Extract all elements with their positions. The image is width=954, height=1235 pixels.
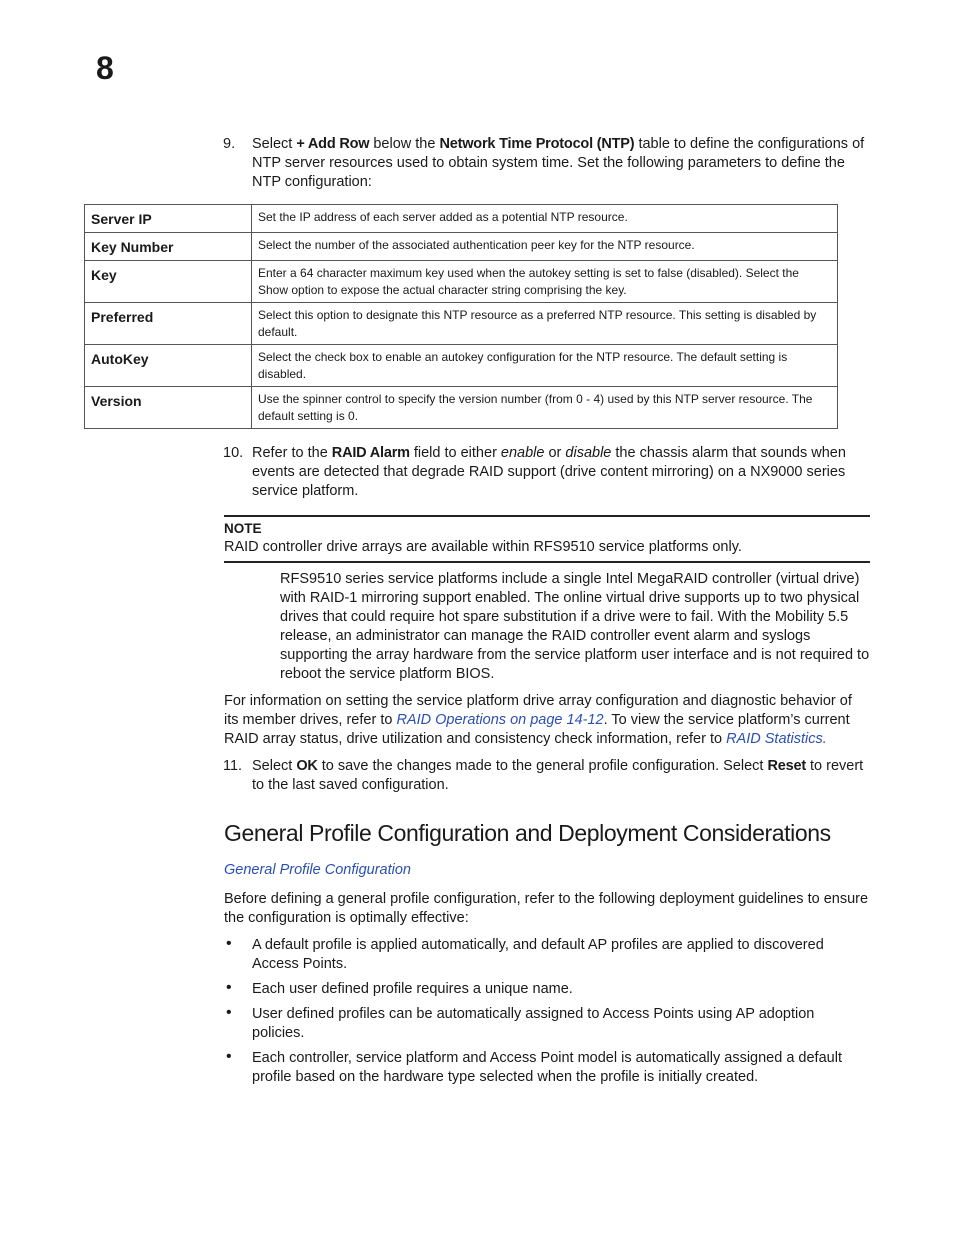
- text: or: [544, 445, 566, 461]
- ok-reference: OK: [296, 758, 318, 774]
- text: Refer to the: [252, 445, 332, 461]
- text: For information on setting the service platform drive array configuration and diagnostic behavior of its member drives, refer to: [224, 693, 852, 728]
- param-name: Preferred: [85, 303, 252, 345]
- note-label: NOTE: [224, 521, 262, 536]
- step-10-paragraph: [223, 444, 870, 501]
- text: the chassis alarm that sounds when events are detected that degrade RAID support (drive content mirroring) on a NX9000 series service platform.: [252, 445, 846, 499]
- param-description: Enter a 64 character maximum key used when the autokey setting is set to false (disabled). Select the Show option to expose the actual character string comprising the key.: [252, 261, 838, 303]
- param-description: Set the IP address of each server added as a potential NTP resource.: [252, 205, 838, 233]
- text: Select: [252, 136, 297, 152]
- text: to revert to the last saved configuration.: [252, 758, 864, 793]
- param-name: AutoKey: [85, 345, 252, 387]
- section-title: General Profile Configuration and Deployment Considerations: [224, 820, 831, 846]
- param-description: Select this option to designate this NTP resource as a preferred NTP resource. This setting is disabled by default.: [252, 303, 838, 345]
- text: field to either: [409, 445, 501, 461]
- text: . To view the service platform’s current RAID array status, drive utilization and consistency check information, refer to: [224, 712, 850, 747]
- param-name: Version: [85, 387, 252, 429]
- add-row-reference: + Add Row: [296, 136, 370, 152]
- list-item: [224, 980, 870, 999]
- table-row: [85, 387, 838, 429]
- disable-term: disable: [565, 445, 612, 461]
- raid-statistics-link[interactable]: RAID Statistics.: [726, 731, 827, 747]
- text: Select: [252, 758, 297, 774]
- raid-controller-paragraph: RFS9510 series service platforms include a single Intel MegaRAID controller (virtual drive) with RAID-1 mirroring support enabled. The online virtual drive supports up to two physical drives that could require hot spare substitution if a drive were to fail. With the Mobility 5.5 release, an administrator can manage the RAID controller event alarm and syslogs supporting the array hardware from the service platform user interface and is not required to reboot the service platform BIOS.: [280, 571, 870, 682]
- step-number: 11.: [223, 758, 243, 774]
- chapter-number: 8: [96, 50, 114, 86]
- raid-info-paragraph: [224, 692, 870, 749]
- bullet-icon: •: [226, 1004, 232, 1021]
- raid-operations-link[interactable]: RAID Operations on page 14-12: [396, 712, 604, 728]
- step-11-paragraph: [223, 757, 870, 795]
- table-row: [85, 205, 838, 233]
- table-row: [85, 261, 838, 303]
- section-intro: Before defining a general profile configuration, refer to the following deployment guidelines to ensure the configuration is optimally effective:: [224, 891, 869, 926]
- param-description: Select the check box to enable an autokey configuration for the NTP resource. The default setting is disabled.: [252, 345, 838, 387]
- ntp-parameter-table: [84, 204, 838, 429]
- param-name: Key Number: [85, 233, 252, 261]
- text: table to define the configurations of NTP server resources used to obtain system time. Set the following parameters to define the NTP configuration:: [252, 136, 865, 190]
- table-row: [85, 303, 838, 345]
- list-item: [224, 1049, 870, 1087]
- step-number: 10.: [223, 445, 244, 461]
- bullet-icon: •: [226, 979, 232, 996]
- param-description: Use the spinner control to specify the version number (from 0 - 4) used by this NTP server resource. The default setting is 0.: [252, 387, 838, 429]
- enable-term: enable: [500, 445, 545, 461]
- text: User defined profiles can be automatically assigned to Access Points using AP adoption policies.: [252, 1006, 815, 1041]
- param-name: Key: [85, 261, 252, 303]
- text: A default profile is applied automatically, and default AP profiles are applied to discovered Access Points.: [252, 937, 824, 972]
- param-description: Select the number of the associated authentication peer key for the NTP resource.: [252, 233, 838, 261]
- general-profile-configuration-link[interactable]: General Profile Configuration: [224, 862, 411, 878]
- bullet-icon: •: [226, 935, 232, 952]
- note-text: RAID controller drive arrays are available within RFS9510 service platforms only.: [224, 539, 742, 555]
- text: to save the changes made to the general profile configuration. Select: [317, 758, 768, 774]
- raid-alarm-reference: RAID Alarm: [331, 445, 410, 461]
- text: Each user defined profile requires a unique name.: [252, 981, 573, 997]
- note-box: [224, 515, 870, 563]
- list-item: [224, 936, 870, 974]
- step-number: 9.: [223, 136, 236, 152]
- text: below the: [369, 136, 440, 152]
- list-item: [224, 1005, 870, 1043]
- table-row: [85, 233, 838, 261]
- reset-reference: Reset: [767, 758, 806, 774]
- text: Each controller, service platform and Access Point model is automatically assigned a default profile based on the hardware type selected when the profile is initially created.: [252, 1050, 842, 1085]
- step-9-paragraph: [223, 135, 870, 192]
- param-name: Server IP: [85, 205, 252, 233]
- table-row: [85, 345, 838, 387]
- bullet-icon: •: [226, 1048, 232, 1065]
- deployment-guidelines-list: [224, 936, 870, 1087]
- ntp-table-reference: Network Time Protocol (NTP): [439, 136, 635, 152]
